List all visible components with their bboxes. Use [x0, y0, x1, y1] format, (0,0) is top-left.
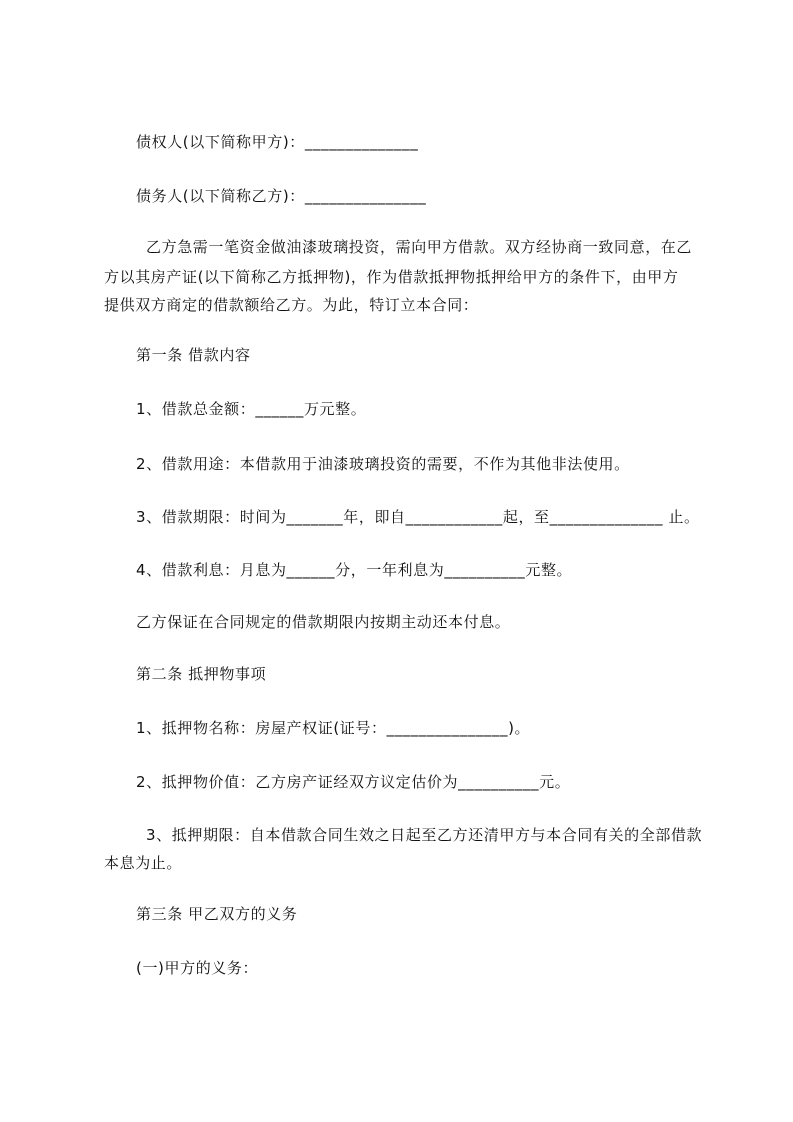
- creditor-line: 债权人(以下简称甲方)：______________: [136, 133, 419, 151]
- article2-item1: 1、抵押物名称：房屋产权证(证号：_______________)。: [136, 719, 531, 737]
- article1-title: 第一条 借款内容: [136, 346, 251, 364]
- intro-line-2: 方以其房产证(以下简称乙方抵押物)，作为借款抵押物抵押给甲方的条件下，由甲方: [104, 268, 679, 286]
- intro-line-3: 提供双方商定的借款额给乙方。为此，特订立本合同：: [104, 296, 479, 314]
- article1-guarantee: 乙方保证在合同规定的借款期限内按期主动还本付息。: [136, 613, 511, 631]
- article1-item1: 1、借款总金额：______万元整。: [136, 400, 367, 418]
- article1-item3: 3、借款期限：时间为_______年，即自____________起，至______________ 止。: [136, 508, 700, 526]
- article2-title: 第二条 抵押物事项: [136, 665, 267, 683]
- article2-item3-line1: 3、抵押期限：自本借款合同生效之日起至乙方还清甲方与本合同有关的全部借款: [146, 826, 703, 844]
- article3-sub1: (一)甲方的义务：: [136, 959, 259, 977]
- article2-item3-line2: 本息为止。: [104, 854, 183, 872]
- article1-item2: 2、借款用途：本借款用于油漆玻璃投资的需要，不作为其他非法使用。: [136, 455, 630, 473]
- article3-title: 第三条 甲乙双方的义务: [136, 905, 298, 923]
- article2-item2: 2、抵押物价值：乙方房产证经双方议定估价为__________元。: [136, 773, 571, 791]
- intro-line-1: 乙方急需一笔资金做油漆玻璃投资，需向甲方借款。双方经协商一致同意，在乙: [146, 238, 693, 256]
- debtor-line: 债务人(以下简称乙方)：_______________: [136, 187, 427, 205]
- article1-item4: 4、借款利息：月息为______分，一年利息为__________元整。: [136, 561, 573, 579]
